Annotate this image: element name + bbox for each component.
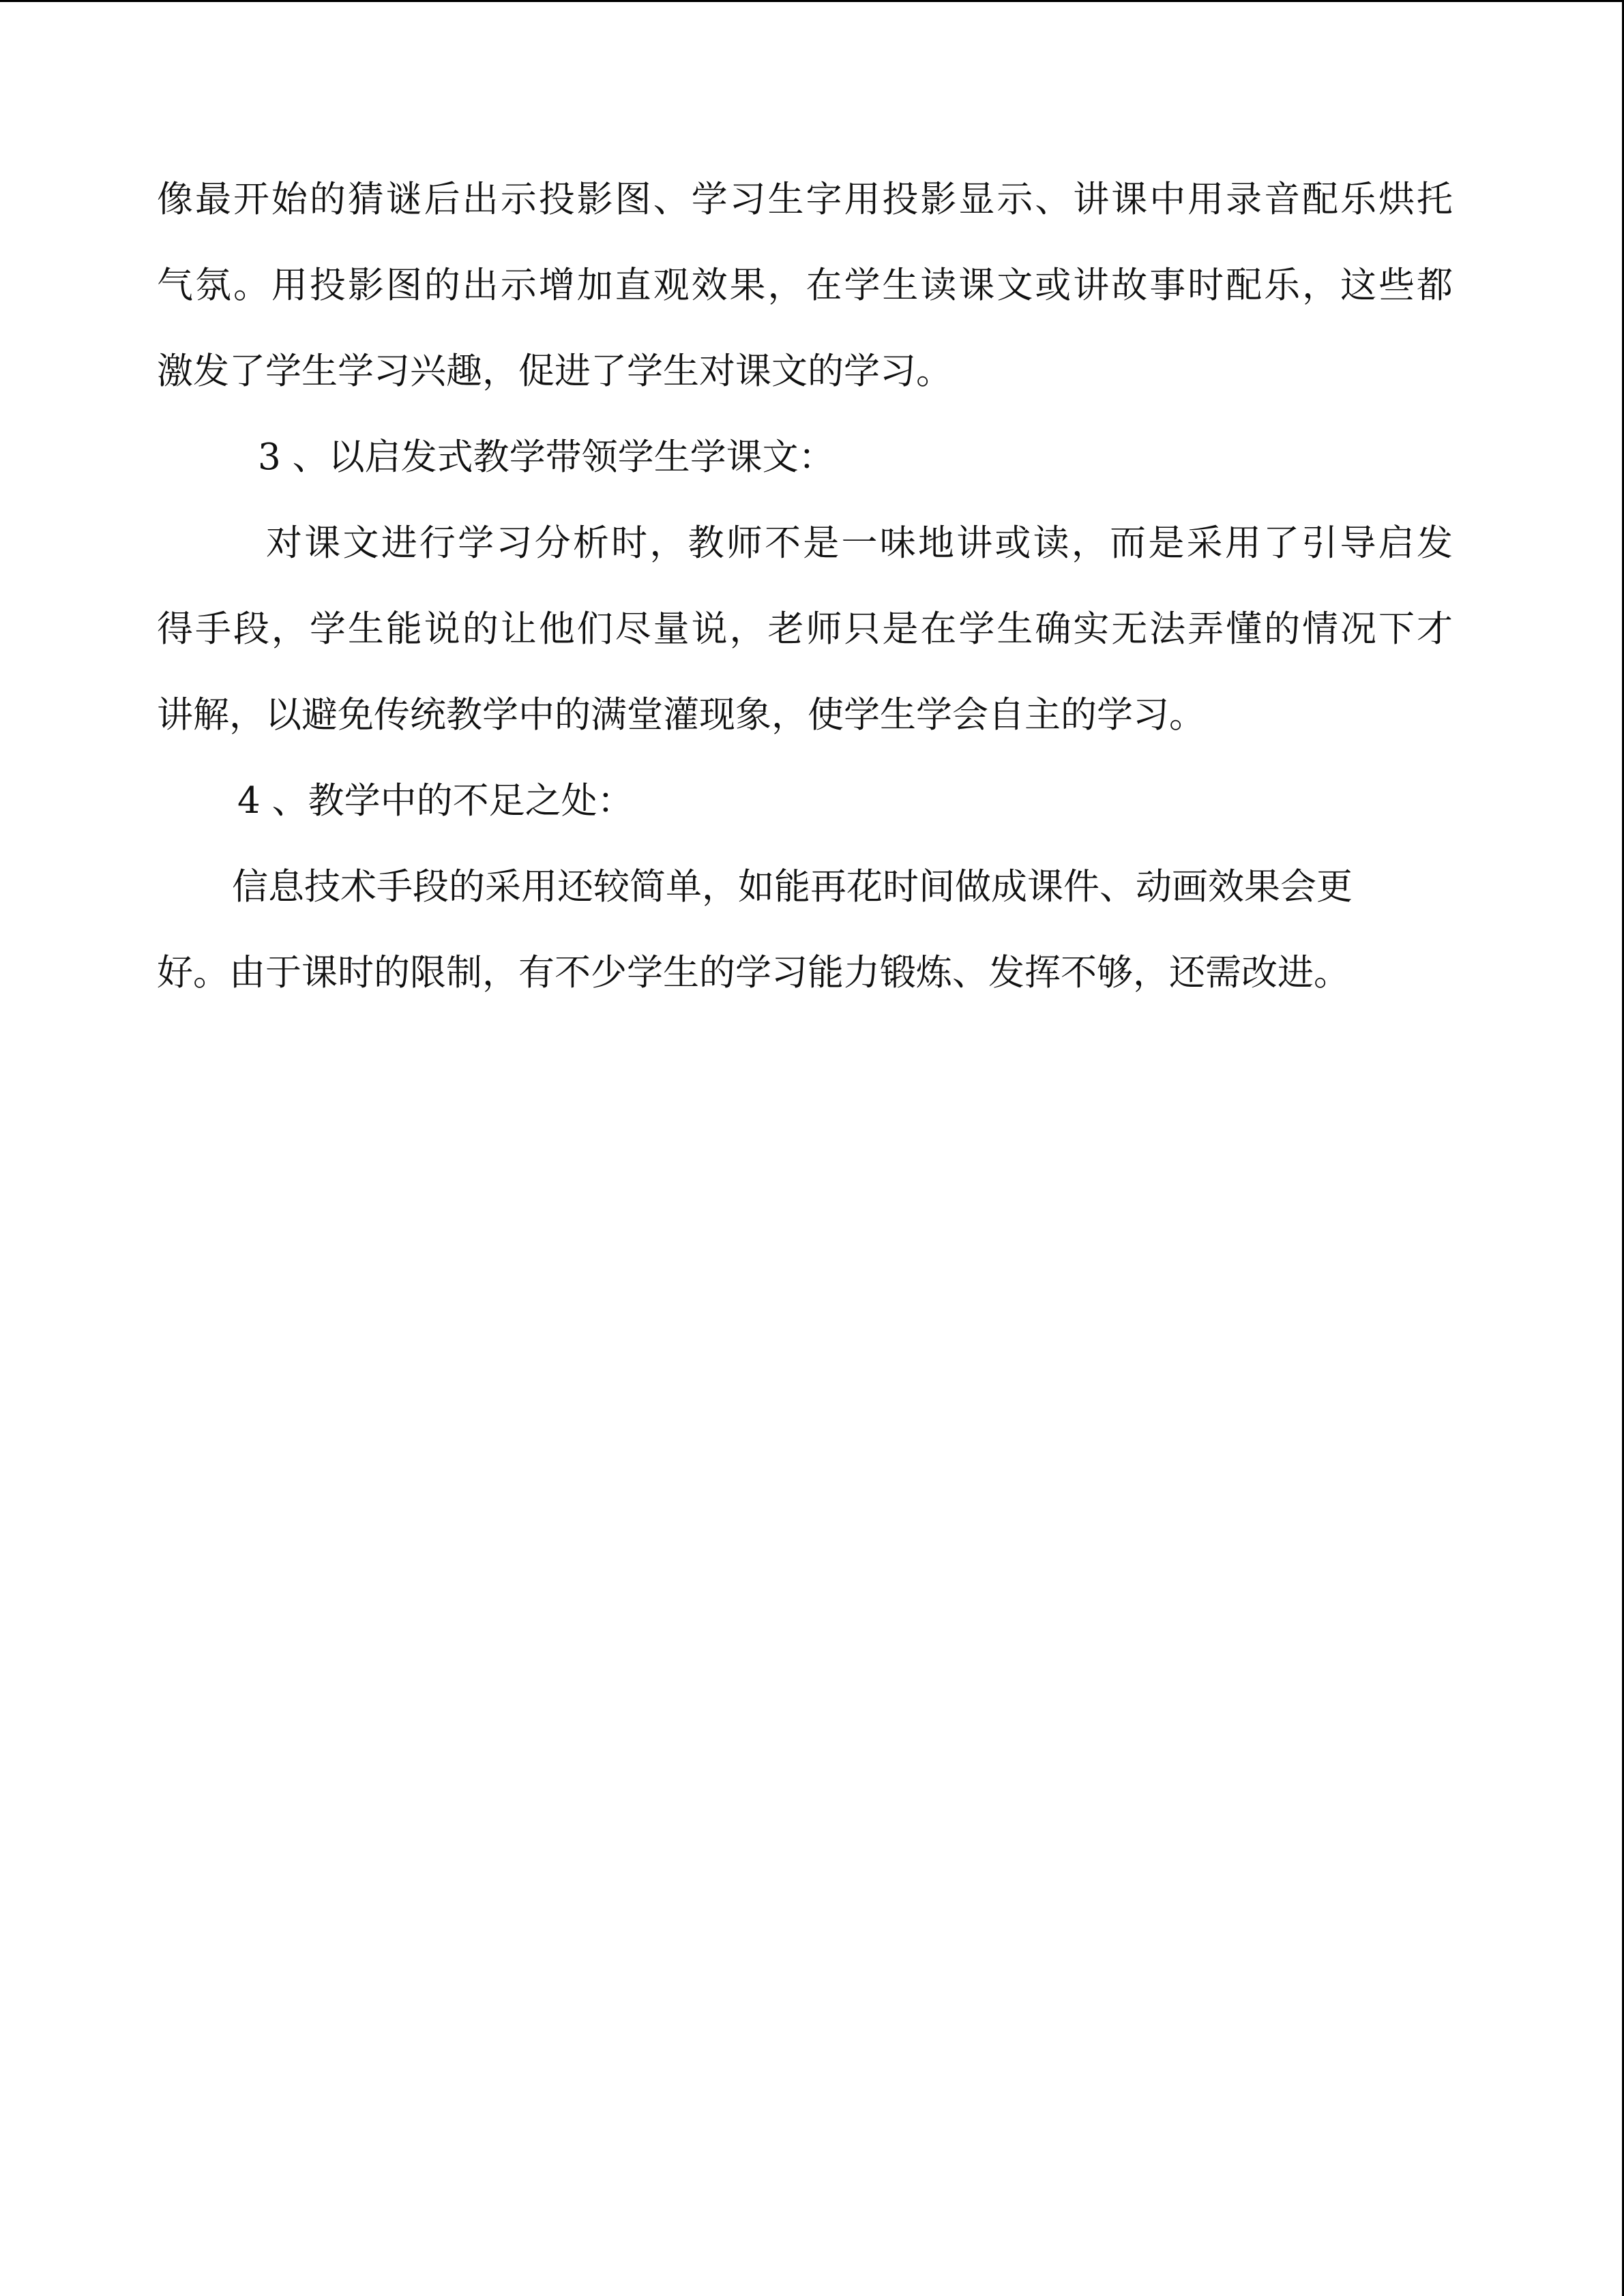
text-line: 讲解，以避免传统教学中的满堂灌现象，使学生学会自主的学习。 (157, 694, 1205, 736)
text-line: 好。由于课时的限制，有不少学生的学习能力锻炼、发挥不够，还需改进。 (157, 952, 1350, 994)
text-line: 像最开始的猜谜后出示投影图、学习生字用投影显示、讲课中用录音配乐烘托 (157, 179, 1453, 220)
section-heading-4: 4 、教学中的不足之处： (237, 780, 634, 822)
text-line: 信息技术手段的采用还较简单，如能再花时间做成课件、动画效果会更 (232, 866, 1353, 908)
text-line: 气氛。用投影图的出示增加直观效果，在学生读课文或讲故事时配乐，这些都 (157, 265, 1453, 306)
text-line: 得手段，学生能说的让他们尽量说，老师只是在学生确实无法弄懂的情况下才 (157, 608, 1453, 650)
text-line: 对课文进行学习分析时，教师不是一味地讲或读，而是采用了引导启发 (266, 522, 1453, 564)
document-body (157, 166, 1453, 1025)
section-heading-3: 3 、以启发式教学带领学生学课文： (258, 436, 835, 478)
text-line: 激发了学生学习兴趣，促进了学生对课文的学习。 (157, 351, 952, 392)
